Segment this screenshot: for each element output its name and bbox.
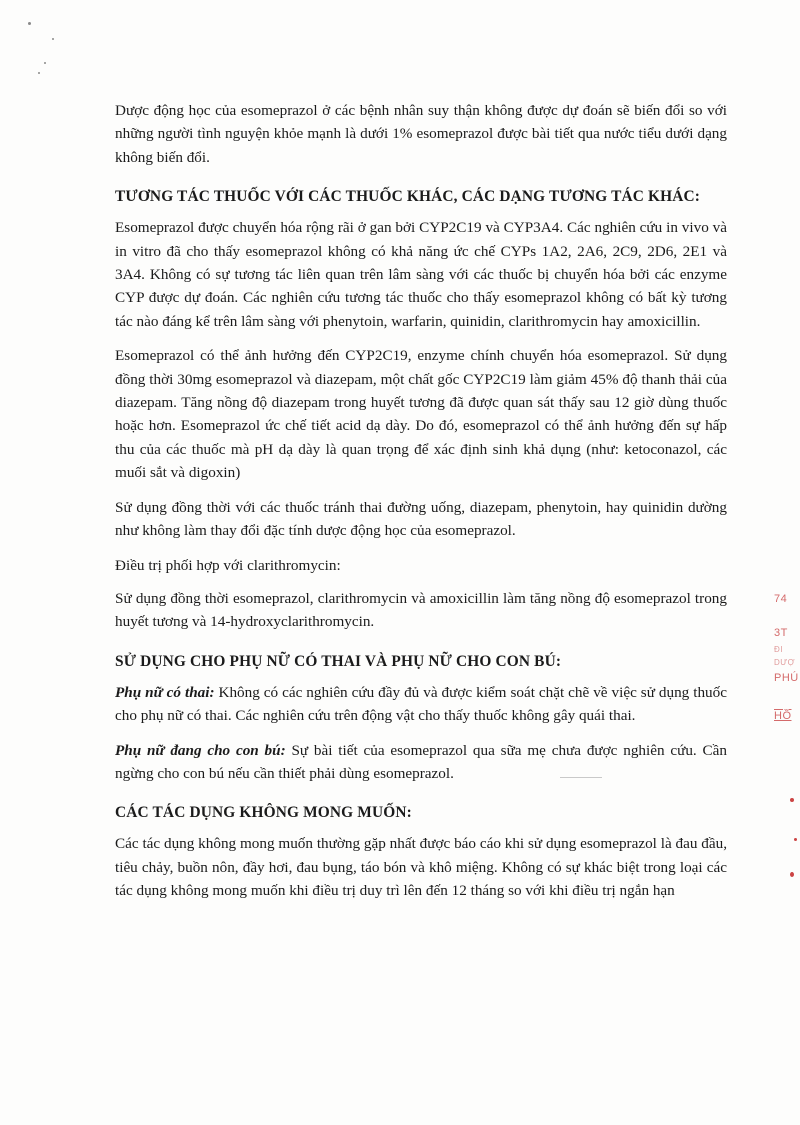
margin-stamp-line: HỒ	[774, 710, 792, 722]
paragraph-interaction-3: Sử dụng đồng thời với các thuốc tránh thai đường uống, diazepam, phenytoin, hay quinidin dường như không làm thay đổi đặc tính dược động học của esomeprazol.	[115, 498, 727, 540]
stamp-mark	[790, 798, 794, 802]
lactation-lead: Phụ nữ đang cho con bú:	[115, 741, 286, 759]
paragraph-interaction-4: Điều trị phối hợp với clarithromycin:	[115, 556, 341, 574]
margin-stamp-line: 74	[774, 593, 788, 605]
heading-adverse: CÁC TÁC DỤNG KHÔNG MONG MUỐN:	[115, 804, 412, 822]
paragraph-pregnancy	[115, 681, 727, 728]
heading-interactions: TƯƠNG TÁC THUỐC VỚI CÁC THUỐC KHÁC, CÁC DẠNG TƯƠNG TÁC KHÁC:	[115, 188, 701, 206]
heading-pregnancy: SỬ DỤNG CHO PHỤ NỮ CÓ THAI VÀ PHỤ NỮ CHO CON BÚ:	[115, 652, 562, 670]
stamp-mark	[794, 838, 797, 841]
paragraph-interaction-2: Esomeprazol có thể ảnh hưởng đến CYP2C19, enzyme chính chuyển hóa esomeprazol. Sử dụng đồng thời 30mg esomeprazol và diazepam, một chất gốc CYP2C19 làm giảm 45% độ thanh thải của diazepam. Tăng nồng độ diazepam trong huyết tương đã được quan sát thấy sau 12 giờ dùng thuốc hoặc hơn. Esomeprazol ức chế tiết acid dạ dày. Do đó, esomeprazol có thể ảnh hưởng đến sự hấp thu của các thuốc mà pH dạ dày là quan trọng để xác định sinh khả dụng (như: ketoconazol, các muối sắt và digoxin)	[115, 347, 727, 482]
scan-speck	[28, 22, 31, 25]
scan-line	[560, 777, 602, 778]
pregnancy-text: Không có các nghiên cứu đầy đủ và được kiểm soát chặt chẽ về việc sử dụng thuốc cho phụ nữ có thai. Các nghiên cứu trên động vật cho thấy thuốc không gây quái thai.	[115, 683, 727, 725]
paragraph-renal: Dược động học của esomeprazol ở các bệnh nhân suy thận không được dự đoán sẽ biến đổi so với những người tình nguyện khỏe mạnh là dưới 1% esomeprazol được bài tiết qua nước tiểu dưới dạng không biến đổi.	[115, 102, 727, 166]
paragraph-interaction-1: Esomeprazol được chuyển hóa rộng rãi ở gan bởi CYP2C19 và CYP3A4. Các nghiên cứu in vivo và in vitro đã cho thấy esomeprazol không có khả năng ức chế CYPs 1A2, 2A6, 2C9, 2D6, 2E1 và 3A4. Không có sự tương tác liên quan trên lâm sàng với các thuốc bị chuyển hóa bởi các enzyme CYP được dự đoán. Các nghiên cứu tương tác thuốc cho thấy esomeprazol không có bất kỳ tương tác nào đáng kể trên lâm sàng với phenytoin, warfarin, quinidin, clarithromycin hay amoxicillin.	[115, 219, 727, 330]
paragraph-adverse: Các tác dụng không mong muốn thường gặp nhất được báo cáo khi sử dụng esomeprazol là đau đầu, tiêu chảy, buồn nôn, đầy hơi, đau bụng, táo bón và khô miệng. Không có sự khác biệt trong loại các tác dụng không mong muốn khi điều trị duy trì lên đến 12 tháng so với khi điều trị ngắn hạn	[115, 835, 727, 900]
scan-speck	[38, 72, 40, 74]
paragraph-lactation	[115, 739, 727, 786]
margin-stamp-line: 3T	[774, 627, 788, 639]
paragraph-interaction-5: Sử dụng đồng thời esomeprazol, clarithromycin và amoxicillin làm tăng nồng độ esomeprazol trong huyết tương và 14-hydroxyclarithromycin.	[115, 589, 727, 631]
scan-speck	[44, 62, 46, 64]
document-body	[115, 99, 727, 914]
margin-stamp-line: DƯỢ	[774, 658, 795, 667]
pregnancy-lead: Phụ nữ có thai:	[115, 683, 215, 701]
margin-stamp-line: ĐI	[774, 645, 783, 654]
stamp-mark	[790, 872, 794, 877]
lactation-text: Sự bài tiết của esomeprazol qua sữa mẹ chưa được nghiên cứu. Cần ngừng cho con bú nếu cần thiết phải dùng esomeprazol.	[115, 741, 727, 782]
margin-stamp-line: PHÚ	[774, 672, 799, 684]
scan-speck	[52, 38, 54, 40]
